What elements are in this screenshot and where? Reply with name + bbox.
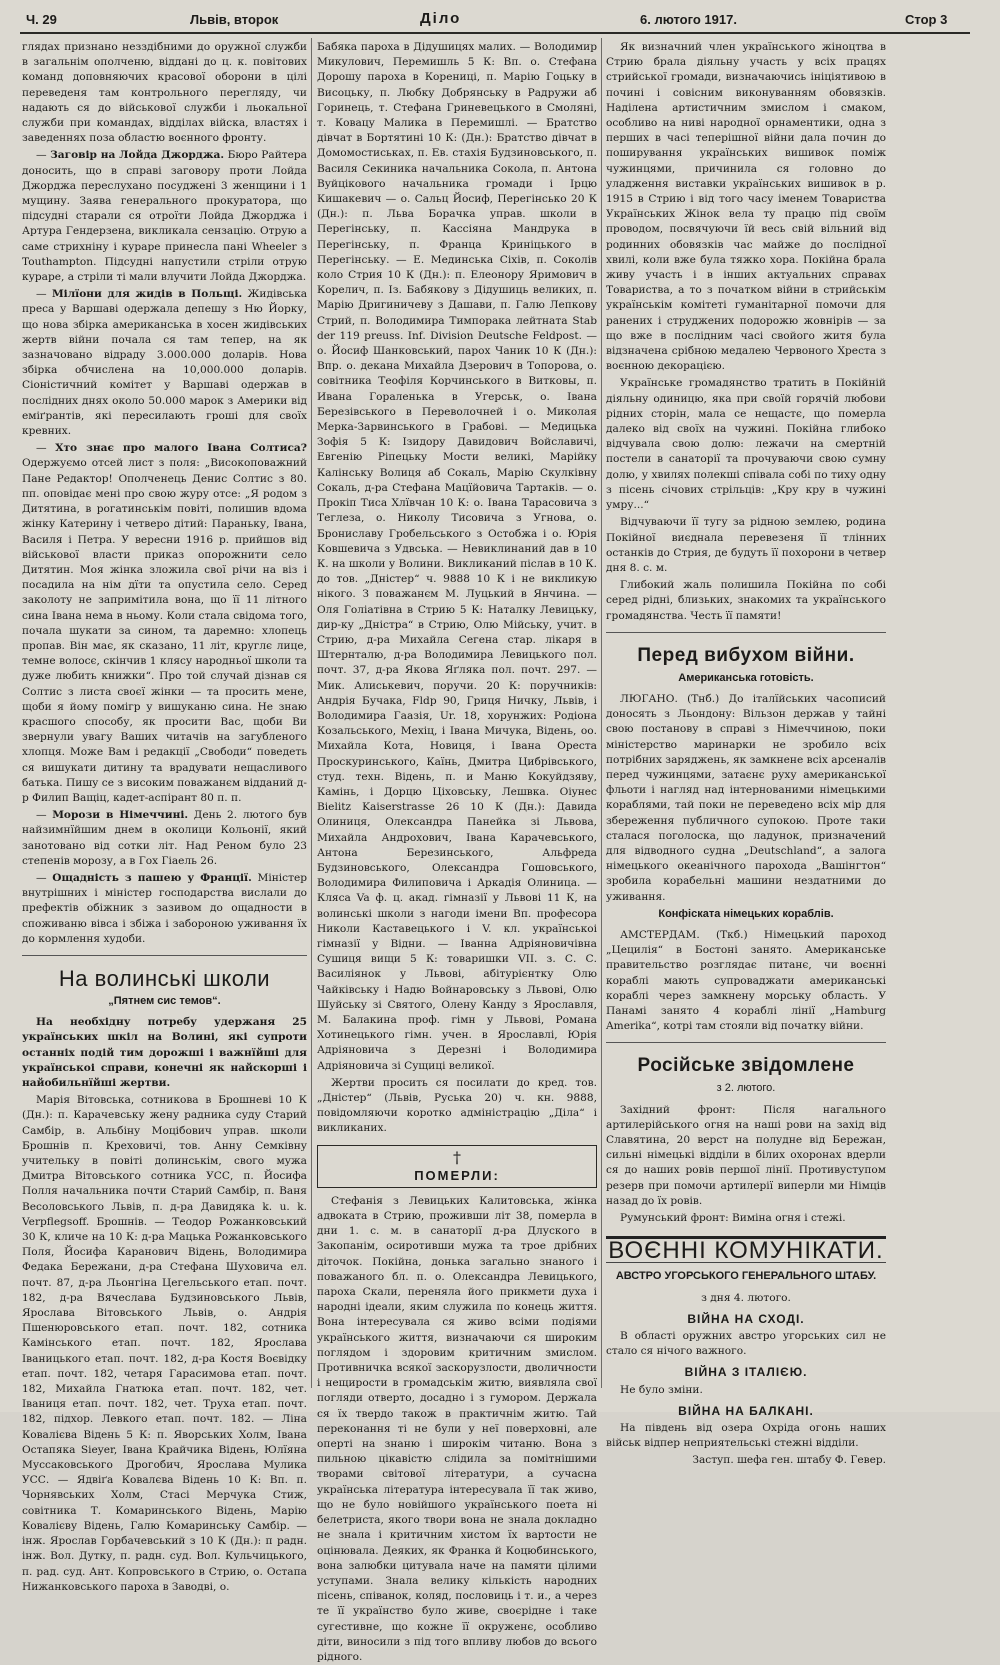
communique-text: В області оружних австро угорських сил не стало ся нічого важного.: [606, 1330, 886, 1358]
section-subheading: „Пятнем сис темов“.: [108, 994, 221, 1007]
news-text: АМСТЕРДАМ. (Ткб.) Німецький пароход „Цецилія“ в Бостоні занято. Американське правительство розглядає питанє, чи воєнні кораблі мають супроваджати американські кораблі через замкнену морську область. У Панамі занято 4 кораблі лінії „Hamburg Amerika“, котрі там стояли від початку війни.: [606, 928, 886, 1033]
obituary-box: [317, 1145, 597, 1188]
section-subheading: Американська готовість.: [678, 671, 814, 684]
masthead: [20, 8, 970, 34]
news-text: Жидівська преса у Варшаві одержала депешу з Ню Йорку, що нова збірка американська в хосен жидівських жертв війни почала ся там тепер, на як зазначовано відраду 3.000.000 доларів. Нова збірка обчислена на 10,000.000 доларів. Сіоністичний комітет у Варшаві одержав в послідних днях около 50.000 марок з Америки від еміґрантів, які пересилають гроші для своїх кревних.: [22, 288, 308, 438]
obituary-text: Відчуваючи її тугу за рідною землею, родина Покійної виєднала перевезеня її тлінних останків до Стрия, де будуть її похорони в четвер дня 8. с. м.: [606, 516, 886, 574]
divider: [606, 632, 886, 633]
obituary-title: ПОМЕРЛИ:: [414, 1167, 500, 1183]
obituary-text: Українське громадянство тратить в Покійній діяльну одиницю, яка при своїй горячій любови рідних сторін, мала се нещастє, що померла далеко від своїх на чужині. Покійна глибоко відчувала свою долю: лежачи на смертній постели в санаторії та прочуваючи свою сумну долю, у хвилях полекші співала собі по тиху одну з пісень січових стрільців: „Кру кру в чужині умру...“: [606, 377, 886, 512]
communique-text: На південь від озера Охріда огонь наших військ відпер неприятельські стежні відділи.: [606, 1422, 886, 1450]
section-subheading: Конфіската німецьких кораблів.: [658, 907, 834, 920]
news-text: ЛЮГАНО. (Тнб.) До італїйських часописий доносять з Льондону: Вільзон держав у тайні свою постанову в справі з Німеччиною, поки міністерство маринарки не зробило всіх потрібних заряджень, як замкнене всіх арсеналів перед чужинцями, затаєнє руху американської фльоти і нагляд над інтернованими німецькими кораблями, тай поки не переведено всіх мір для збереження публичного супокою. Проте таки сталася поголоска, що ладунок, призначений для відводного судна „Deutschland“, а залога німецького океанічного парохода „Вашінгтон“ зробила корабельні машини нездатними до уживання.: [606, 692, 887, 903]
section-heading: Перед вибухом війни.: [637, 644, 855, 666]
issue-date: 6. лютого 1917.: [640, 12, 737, 27]
cross-icon: †: [453, 1147, 461, 1167]
news-item: — Ощадність з пашею у Франції. Міністер внутрішних і міністер господарства вислали до префектів обіжник з зазивом до ощадности в споживаню вівса і збіжа і забороною уживання їх до кормлення худоби.: [22, 871, 307, 945]
news-item: — Заговір на Лойда Джорджа. Бюро Райтера доносить, що в справі заговору проти Лойда Джорджа переслухано посуджені 3 женщини і 1 мущину. Заява генерального прокуратора, що підсудні старали ся отроїти Лойда Джорджа і Артура Гендерзена, викликала сензацію. Отрую а саме стрихніну і кураре принесла пані Wheeler з Touthampton. Підсудні напустили стріли отрую кураре, а стріли ті мали влучити Лойда Джорджа.: [22, 149, 307, 284]
communique-section: ВІЙНА З ІТАЛІЄЮ.: [684, 1365, 808, 1380]
news-title: Заговір на Лойда Джорджа.: [50, 149, 225, 162]
news-text: Західний фронт: Після нагального артилерійського огня на наші рови на захід від Славятина, 20 верст на полудне від Бережан, сильні німецькі відділи в білих охоронах вдерли ся до наших ровів першої лінії. Противуступом резерв при помочи артилерії виперли ми Німців назад до їх ровів.: [606, 1103, 886, 1207]
divider: [22, 955, 307, 956]
article-lead: На необхідну потребу удержаня 25 українських шкіл на Волині, які супроти останніх подій тим дорожші і важнїйші для українськоі справи, конечні як найскорші і найобильнїйші жертви.: [22, 1016, 307, 1089]
communique-signature: Заступ. шефа ген. штабу Ф. Гевер.: [692, 1454, 886, 1467]
communique-date: з дня 4. лютого.: [701, 1291, 791, 1304]
column-rule: [311, 38, 312, 1388]
donation-list: Марія Вітовська, сотникова в Брошневі 10 К (Дн.): п. Карачевську жену радника суду Старий Самбір, в. Альбіну Моцібович управ. школи Брошнів п. Креховичі, тов. Анну Семківну учительку в повіті долинськім, свого мужа Дмитра Вітовського сотника УСС, п. Йосифа Полля начальника почти Старий Самбір, п. Ваня Весоловського Львів, п. д-ра Давидяка k. u. k. Verpflegsoff. Брошнів. — Теодор Рожанковський 30 К, кличе на 10 К: д-ра Мацька Рожанковського Поля, Йосифа Каранович Відень, Володимира Федака Бережани, д-ра Стефана Шуховича ел. почт. 87, д-ра Льонгіна Цегельського етап. почт. 182, д-ра Вячеслава Будзиновського Львів, Ярослава Вітовського Львів, о. Андрія Пшенюровського етап. почт. 182, сотника Камінського етап. почт. 182, Ярослава Іваницького етап. почт. 182, д-ра Костя Воєвідку етап. почт. 182, четаря Гарасимова етап. почт. 182, Михайла Гнатюка етап. почт. 182, чет. Іваниця етап. почт. 182, чет. Труха етап. почт. 182, підхор. Левкого етап. почт. 182. — Ліна Ковалієва Відень 5 К: п. Яворських Холм, Івана Остапяка Sieyer, Івана Крайчика Відень, Юлїяна Мусcаковського Дрогобич, Ярослава Мулика УСС. — Ядвіґа Ковалєва Відень 10 К: Вп. п. Чорнявських Холм, Стасі Мерчука Стиж, совітника Т. Комаринського Відень, Марію Ковалієву Відень, Галю Комаринську Самбір. — інж. Ярослав Горбачевський з 10 К (Дн.): п радн. інж. Вол. Дутку, п. радн. суд. Вол. Кульчицького, п. рад. суд. Ант. Копровського в Стрию, о. Остапа Нижанковського пароха в Заводві, о.: [22, 1094, 307, 1593]
place-day: Львів, второк: [190, 12, 279, 27]
news-item: — Мілїони для жидів в Польщі. Жидівська преса у Варшаві одержала депешу з Ню Йорку, що нова збірка американська в хосен жидівських жертв війни почала ся там тепер, на як зазначовано відраду 3.000.000 доларів. Нова збірка обчислена на 10,000.000 доларів. Сіоністичний комітет у Варшаві одержав в послідних днях около 50.000 марок з Америки від еміґрантів, які пересилають гроші для своїх кревних.: [22, 288, 308, 438]
news-text: Румунський фронт: Виміна огня і стежі.: [620, 1212, 846, 1225]
section-subheading: з 2. лютого.: [716, 1082, 776, 1095]
page-number: Стор 3: [905, 12, 948, 27]
obituary-text: Глибокий жаль полишила Покійна по собі серед рідні, близьких, знакомих та українського громадянства. Честь її памяти!: [606, 579, 886, 622]
news-item: — Хто знає про малого Івана Солтиса? Одержуємо отсей лист з поля: „Високоповажний Пане Редактор! Ополченець Денис Солтис з 80. пп. оповідає мені про свою журу отсе: „Я родом з Дитятина, в рогатинськім повіті, полишив вдома жінку Катерину і четверо дітий: Параньку, Івана, Василя і Петра. У вересни 1916 р. прийшов від військової власти приказ опорожнити село Дитятин. Моя жінка зложила свої річи на віз і посадила на нім дїти та опустила село. Серед заколоту не запримітила вона, що її 11 літного сина Івана нема в ньому. Коли стала свідома того, почала шукати за сином, та даремно: хлопець пропав. Він має, як сказано, 11 літ, круглє лице, темне волосє, скінчив 1 клясу народньої школи та дуже любить книжки“. Про той случай дізнав ся Солтис з листа своєї жінки — та просить мене, щоби я йому помігр у вишуканю сина. Не знаю красшого способу, як просити Вас, щоби Ви звернули увагу Ваших читачів на загубленого хлопця. Може Вам і редакції „Свободи“ поведеть ся вишукати дитину та врадувати нещасливого батька. Пишу се з високим поважанєм відданий д-р Филип Ващіц, кадет-аспірант 80 п. п.: [22, 442, 307, 804]
news-text: Одержуємо отсей лист з поля: „Високоповажний Пане Редактор! Ополченець Денис Солтис з 80. пп. оповідає мені про свою журу отсе: „Я родом з Дитятина, в рогатинськім повіті, полишив вдома жінку Катерину і четверо дітий: Параньку, Івана, Василя і Петра. У вересни 1916 р. прийшов від військової власти приказ опорожнити село Дитятин. Моя жінка зложила свої річи на віз і посадила на нім дїти та опустила село. Серед заколоту не запримітила вона, що її 11 літного сина Івана нема в ньому. Коли стала свідома того, почала шукати за сином, та даремно: хлопець пропав. Він має, як сказано, 11 літ, круглє лице, темне волосє, скінчив 1 клясу народньої школи та дуже любить книжки“. Про той случай дізнав ся Солтис з листа своєї жінки — та просить мене, щоби я йому помігр у вишуканю сина. Не знаю красшого способу, як просити Вас, щоби Ви звернули увагу Ваших читачів на загубленого хлопця. Може Вам і редакції „Свободи“ поведеть ся вишукати дитину та врадувати нещасливого батька. Пишу се з високим поважанєм відданий д-р Филип Ващіц, кадет-аспірант 80 п. п.: [22, 457, 307, 804]
donation-note: Жертви просить ся посилати до кред. тов. „Дністер“ (Львів, Руська 20) ч. кн. 9888, повідомляючи коротко адміністрацію „Діла“ і викликаних.: [317, 1076, 597, 1135]
news-title: Морози в Німеччині.: [52, 809, 189, 822]
news-text: День 2. лютого був найзимнїйшим днем в околици Кольонії, який занотовано від сотки літ. Над Реном було 23 степенів морозу, а в Гох Гіаель 26.: [22, 809, 308, 867]
communique-section: ВІЙНА НА БАЛКАНІ.: [678, 1403, 814, 1418]
news-item: — Морози в Німеччині. День 2. лютого був найзимнїйшим днем в околици Кольонії, який занотовано від сотки літ. Над Реном було 23 степенів морозу, а в Гох Гіаель 26.: [22, 809, 308, 867]
paper-title: Діло: [420, 10, 462, 27]
donation-list: Бабяка пароха в Дідушицях малих. — Володимир Микулович, Перемишль 5 К: Вп. о. Стефана Дорошу пароха в Корениці, п. Марію Гоцьку в Висоцьку, п. Любку Добрянську в Радружи аб Горинець, т. Стефана Гриневецького в Смоляні, т. Ковацу Малика в Перемишлі. — Братство дівчат в Бортятині 10 К: (Дн.): Братство дівчат в Домомостиськах, п. Ев. стахія Будзиновського, п. Василя Секиника начальника Сокола, п. Антона Вуйцікового начальника громади і Ірцю Кишакевич — о. Сальц Йосиф, Перегінсько 20 К (Дн.): п. Льва Борачка управ. школи в Перегінську, п. Кассіяна Мандрука в Перегінську, п. Франца Криніцького в Перегінську. — Е. Мединська Сіхів, п. Соколів коло Стрия 10 К (Дн.): п. Елеонору Яримович в Корелич, п. Із. Бабякову з Дідушиць великих, п. Марію Дригиничеву з Дашави, п. Галю Лепкову Стрий, п. Володимира Тимпорака лейтната Stab der 119 preuss. Inf. Division Deutsche Feldpost. — о. Йосиф Шанковський, парох Чаник 10 К (Дн.): Впр. о. декана Михайла Дзерович в Топорова, о. совітника Теофіля Корчинського в Витковы, п. Ивана Гораленька в Угерськ, о. Івана Березівського в Переволочней і о. Миколая Мерка-Зарвинського в Грабові. — Медицька Зофія 5 К: Ізидору Давидович Войславичі, Евгенію Ріпецьку Мости великі, Марійку Калінську Волиця аб Сокаль, Марію Скулківну Сокаль, д-ра Стефана Мацїйовича Тартаків. — о. Прокіп Тиса Хлївчан 10 К: о. Івана Тарасовича з Теглеза, о. Николу Тисовича з Угнова, о. Брониславу Гробельського з Остобжа і о. Юрія Ковшевича з Удвська. — Невиклинаний дав в 10 К. на школи у Волини. Викликаний післав в 10 К. до тов. „Дністер“ ч. 9888 10 К і не викликую нікого. З поважанєм М. Луцький в Янчина. — Оля Голіатівна в Стрию 5 К: Наталку Левицьку, дир-ку „Дністра“ в Стрию, Олю Мійську, учит. в Стрию, д-ра Михайла Сегена стар. лікаря в Штернталю, д-ра Володимира Левицького пол. почт. 37, д-ра Якова Яґляка пол. почт. 297. — Мик. Алиськевич, поручи. 20 К: поручників: Андрія Бучака, Fldp 90, Гриця Ничку, Львів, і Володимира Гаазія, Ur. 18, хорунжих: Родіона Козальського, Мехіц, і Івана Мичука, Відень, оо. Михайла Кота, Новиця, і Івана Ореста Проскуринського, Каїнь, Дмитра Цибрівського, студ. техн. Відень, п. и Маню Кокуйдзяву, Камінь, і Дорцю Ціховську, Лешвка. Oiyнec Bielitz Kaiserstrasse 26 10 К (Дн.): Давида Олиниця, Олександра Панейка зі Львова, Михайла Андрохович, Івана Карачевського, Антона Березинського, Альфреда Будзиновського, Олександра Гошовського, Володимира Филиповича і Аркадія Олиница. — Кляса Va ф. ц. акад. гімназії у Львові 11 К, на волинські школи з нагоди імени Вп. професора Николи Каставецького і V. кл. українськоі гімназії у Відни. — Іванна Адріяновичівна Сушиця вищи 5 К: товаришки VII. з. С. С. Василіянок у Львові, абітурієнтку Олю Чайківську і Надю Войнаровську з Львові, Олю Шуйську зі Святого, Олену Канду з Ярославля, М. Балакина проф. гімн у Львові, Романа Хотинецького гімн. учен. в Ярославлі, Юрія Адріяновича з Дерезні і Володимира Адріяновича зі Сущиці великої.: [317, 41, 597, 1072]
column-rule: [601, 38, 602, 1388]
column-3: [606, 40, 887, 1467]
news-title: Ощадність з пашею у Франції.: [52, 871, 252, 884]
communique-section: ВІЙНА НА СХОДІ.: [687, 1311, 805, 1326]
article-text: глядах признано незздібними до оружної служби в загальнім ополченю, віддані до ц. к. повітових команд доповняючих красової оборони в цілі переведеня там контрольного перегляду, чи надають ся до військової служби і льокальної служби при командах, відділах війска, властях і заведеннях поза областю воєнного фронту.: [22, 41, 307, 145]
column-1: [22, 40, 308, 1593]
communique-subheading: АВСТРО УГОРСЬКОГО ГЕНЕРАЛЬНОГО ШТАБУ.: [615, 1270, 877, 1283]
communique-heading: ВОЄННІ КОМУНІКАТИ.: [606, 1236, 886, 1263]
news-title: Хто знає про малого Івана Солтиса?: [55, 442, 307, 455]
news-title: Мілїони для жидів в Польщі.: [51, 288, 243, 301]
section-heading: Російське звідомлене: [637, 1055, 855, 1077]
news-text: Міністер внутрішних і міністер господарства вислали до префектів обіжник з зазивом до ощадности в споживаню вівса і збіжа і забороною уживання їх до кормлення худоби.: [22, 871, 307, 945]
obituary-text: Стефанія з Левицьких Калитовська, жінка адвоката в Стрию, проживши літ 38, померла в дни 1. с. м. в санаторії д-ра Длуского в Закопанім, осиротивши мужа та трое дрібних діточок. Покійна, донька загально знаного і поважаного бл. п. о. Олександра Левицького, пароха Скали, переняла його прикмети духа і народні ідеали, яким служила по конець життя. Вона інтересувала ся живо всіми подіями українського життя, визначаючи ся широким поглядом і здоровим критичним змислом. Противничка всякої заскорузлости, дволичности і нещирости в громадськім житю, виявляла свої погляди отверто, досадно і з гумором. Держала ся їх твердо також в практичнім житю. Тай переконання ті не були у неї поверховні, але оперті на знаню і широкім читаню. Вона з пильною цікавістю слідила за помітнішими творами світової літератури, а сучасна українська література інтересувала її так живо, що не було новійшого українського поета ні белетриста, якого твори вона не знала докладно не знала і критичним хистом їх вартости не оцінювала. Деяких, як Франка й Коцюбинського, вона залюбки цитувала наче на памяти цілими уступами. Знала велику кількість народних пісень, співанок, коляд, пословиць і т. и., а через те її українство було живе, своєрідне і таке сугестивне, що кожне її окруженє, особливо діти, виносили з під того впливу любов до всього рідного.: [317, 1194, 597, 1663]
issue-number: Ч. 29: [26, 12, 57, 27]
obituary-text: Як визначний член українського жіноцтва в Стрию брала діяльну участь у всіх працях стрийської громади, визначаючись ініціятивою в почині і совісним виконуванням обовязків. Наділена артистичним змислом і смаком, особливо на ниві народної орнаментики, одна з перших в часі теперішної війни дала почин до поширування українських вишивок поміж чужинцями, причинила ся головно до уладження виставки українських вишивок в р. 1915 в Стрию і від того часу іменем Товариства Українських Жінок вела ту працю під своїм проводом, посвячуючи їй весь свій вільний від родинних обовязків час майже до послідної хвилі, коли вже була тяжко хора. Покійна брала живу участь і в інших актуальних справах Товариства, а то з початком війни в стрийськім українськім комітеті гуманітарної помочи для ранених і стрyджених подорожю жовнірів — за що вже в послідним часі свойого житя була відзначена срібною медалею Червоного Хреста з воєнною декорацією.: [606, 41, 886, 373]
section-heading: На волинські школи: [58, 965, 271, 991]
news-text: Бюро Райтера доносить, що в справі заговору проти Лойда Джорджа переслухано посуджені 3 женщини і 1 мущину. Заява генерального прокуратора, що підсудні старали ся отроїти Лойда Джорджа і Артура Гендерзена, викликала сензацію. Отрую а саме стрихніну і кураре принесла пані Wheeler з Touthampton. Підсудні напустили стріли отрую кураре, а стріли ті мали влучити Лойда Джорджа.: [22, 149, 307, 284]
communique-text: Не було зміни.: [620, 1383, 703, 1396]
column-2: [317, 40, 597, 1663]
divider: [606, 1042, 886, 1043]
